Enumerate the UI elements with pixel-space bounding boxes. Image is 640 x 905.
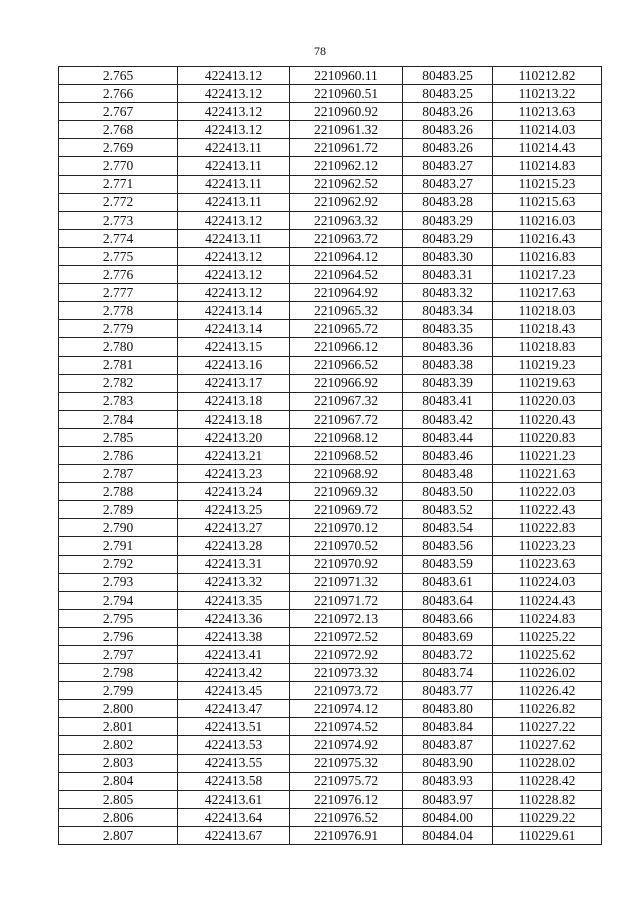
point-number-cell: 2.793 bbox=[59, 573, 178, 591]
coord-col4-cell: 80483.31 bbox=[403, 266, 493, 284]
point-number-cell: 2.778 bbox=[59, 302, 178, 320]
coord-col4-cell: 80483.38 bbox=[403, 356, 493, 374]
point-number-cell: 2.802 bbox=[59, 736, 178, 754]
coord-col5-cell: 110216.03 bbox=[493, 211, 602, 229]
point-number-cell: 2.789 bbox=[59, 501, 178, 519]
coord-col2-cell: 422413.51 bbox=[178, 718, 290, 736]
coord-col5-cell: 110213.22 bbox=[493, 85, 602, 103]
table-row bbox=[59, 211, 602, 229]
coord-col2-cell: 422413.45 bbox=[178, 682, 290, 700]
coord-col2-cell: 422413.15 bbox=[178, 338, 290, 356]
coord-col4-cell: 80483.35 bbox=[403, 320, 493, 338]
coord-col3-cell: 2210963.72 bbox=[290, 229, 403, 247]
coord-col3-cell: 2210962.12 bbox=[290, 157, 403, 175]
table-row bbox=[59, 193, 602, 211]
table-row bbox=[59, 609, 602, 627]
coord-col2-cell: 422413.17 bbox=[178, 374, 290, 392]
coord-col5-cell: 110214.03 bbox=[493, 121, 602, 139]
coord-col2-cell: 422413.25 bbox=[178, 501, 290, 519]
coordinates-table-body bbox=[59, 67, 602, 845]
coord-col4-cell: 80483.34 bbox=[403, 302, 493, 320]
table-row bbox=[59, 664, 602, 682]
coord-col5-cell: 110220.43 bbox=[493, 410, 602, 428]
coord-col2-cell: 422413.16 bbox=[178, 356, 290, 374]
point-number-cell: 2.766 bbox=[59, 85, 178, 103]
coord-col2-cell: 422413.21 bbox=[178, 446, 290, 464]
coord-col2-cell: 422413.12 bbox=[178, 211, 290, 229]
coord-col2-cell: 422413.14 bbox=[178, 302, 290, 320]
coord-col5-cell: 110221.23 bbox=[493, 446, 602, 464]
table-row bbox=[59, 67, 602, 85]
point-number-cell: 2.784 bbox=[59, 410, 178, 428]
coord-col4-cell: 80483.27 bbox=[403, 175, 493, 193]
point-number-cell: 2.780 bbox=[59, 338, 178, 356]
coord-col4-cell: 80483.61 bbox=[403, 573, 493, 591]
coord-col5-cell: 110222.03 bbox=[493, 483, 602, 501]
coord-col3-cell: 2210976.12 bbox=[290, 790, 403, 808]
coord-col3-cell: 2210970.92 bbox=[290, 555, 403, 573]
point-number-cell: 2.771 bbox=[59, 175, 178, 193]
point-number-cell: 2.800 bbox=[59, 700, 178, 718]
coord-col2-cell: 422413.14 bbox=[178, 320, 290, 338]
coord-col3-cell: 2210963.32 bbox=[290, 211, 403, 229]
coord-col2-cell: 422413.28 bbox=[178, 537, 290, 555]
coord-col5-cell: 110224.43 bbox=[493, 591, 602, 609]
coord-col5-cell: 110222.83 bbox=[493, 519, 602, 537]
coord-col5-cell: 110223.23 bbox=[493, 537, 602, 555]
coord-col2-cell: 422413.38 bbox=[178, 627, 290, 645]
table-row bbox=[59, 790, 602, 808]
table-row bbox=[59, 465, 602, 483]
coord-col2-cell: 422413.42 bbox=[178, 664, 290, 682]
point-number-cell: 2.796 bbox=[59, 627, 178, 645]
point-number-cell: 2.782 bbox=[59, 374, 178, 392]
coord-col5-cell: 110216.43 bbox=[493, 229, 602, 247]
coord-col4-cell: 80483.26 bbox=[403, 121, 493, 139]
point-number-cell: 2.794 bbox=[59, 591, 178, 609]
table-row bbox=[59, 772, 602, 790]
coord-col2-cell: 422413.11 bbox=[178, 175, 290, 193]
coord-col2-cell: 422413.31 bbox=[178, 555, 290, 573]
coord-col2-cell: 422413.11 bbox=[178, 157, 290, 175]
coord-col2-cell: 422413.47 bbox=[178, 700, 290, 718]
table-row bbox=[59, 338, 602, 356]
point-number-cell: 2.770 bbox=[59, 157, 178, 175]
table-row bbox=[59, 736, 602, 754]
table-row bbox=[59, 627, 602, 645]
coord-col3-cell: 2210961.72 bbox=[290, 139, 403, 157]
coord-col3-cell: 2210966.12 bbox=[290, 338, 403, 356]
coord-col3-cell: 2210976.52 bbox=[290, 808, 403, 826]
coord-col5-cell: 110215.63 bbox=[493, 193, 602, 211]
point-number-cell: 2.781 bbox=[59, 356, 178, 374]
coord-col3-cell: 2210967.32 bbox=[290, 392, 403, 410]
table-row bbox=[59, 446, 602, 464]
coord-col3-cell: 2210965.72 bbox=[290, 320, 403, 338]
table-row bbox=[59, 754, 602, 772]
point-number-cell: 2.787 bbox=[59, 465, 178, 483]
coord-col3-cell: 2210966.52 bbox=[290, 356, 403, 374]
coord-col2-cell: 422413.53 bbox=[178, 736, 290, 754]
coord-col4-cell: 80483.74 bbox=[403, 664, 493, 682]
coord-col3-cell: 2210976.91 bbox=[290, 826, 403, 844]
coord-col4-cell: 80483.72 bbox=[403, 646, 493, 664]
coord-col5-cell: 110224.83 bbox=[493, 609, 602, 627]
coord-col4-cell: 80483.48 bbox=[403, 465, 493, 483]
coord-col2-cell: 422413.12 bbox=[178, 85, 290, 103]
coord-col3-cell: 2210972.13 bbox=[290, 609, 403, 627]
coord-col3-cell: 2210962.92 bbox=[290, 193, 403, 211]
table-row bbox=[59, 247, 602, 265]
coord-col3-cell: 2210966.92 bbox=[290, 374, 403, 392]
coord-col4-cell: 80483.87 bbox=[403, 736, 493, 754]
coord-col4-cell: 80483.44 bbox=[403, 428, 493, 446]
coord-col3-cell: 2210974.52 bbox=[290, 718, 403, 736]
coord-col5-cell: 110227.62 bbox=[493, 736, 602, 754]
coord-col4-cell: 80483.69 bbox=[403, 627, 493, 645]
coord-col4-cell: 80483.25 bbox=[403, 67, 493, 85]
table-row bbox=[59, 826, 602, 844]
coord-col2-cell: 422413.55 bbox=[178, 754, 290, 772]
coord-col2-cell: 422413.36 bbox=[178, 609, 290, 627]
point-number-cell: 2.769 bbox=[59, 139, 178, 157]
table-row bbox=[59, 374, 602, 392]
table-row bbox=[59, 121, 602, 139]
coord-col5-cell: 110220.03 bbox=[493, 392, 602, 410]
coord-col4-cell: 80483.90 bbox=[403, 754, 493, 772]
coord-col5-cell: 110227.22 bbox=[493, 718, 602, 736]
table-row bbox=[59, 573, 602, 591]
point-number-cell: 2.767 bbox=[59, 103, 178, 121]
coord-col5-cell: 110228.02 bbox=[493, 754, 602, 772]
point-number-cell: 2.788 bbox=[59, 483, 178, 501]
coord-col5-cell: 110229.61 bbox=[493, 826, 602, 844]
coord-col3-cell: 2210968.12 bbox=[290, 428, 403, 446]
coord-col4-cell: 80483.56 bbox=[403, 537, 493, 555]
coord-col2-cell: 422413.35 bbox=[178, 591, 290, 609]
coord-col2-cell: 422413.11 bbox=[178, 139, 290, 157]
coord-col5-cell: 110218.83 bbox=[493, 338, 602, 356]
coord-col3-cell: 2210964.12 bbox=[290, 247, 403, 265]
table-row bbox=[59, 85, 602, 103]
coord-col5-cell: 110222.43 bbox=[493, 501, 602, 519]
point-number-cell: 2.765 bbox=[59, 67, 178, 85]
coord-col2-cell: 422413.11 bbox=[178, 193, 290, 211]
coord-col2-cell: 422413.12 bbox=[178, 284, 290, 302]
coord-col5-cell: 110226.42 bbox=[493, 682, 602, 700]
coord-col5-cell: 110214.83 bbox=[493, 157, 602, 175]
coordinates-table bbox=[58, 66, 602, 845]
coord-col3-cell: 2210970.12 bbox=[290, 519, 403, 537]
coord-col4-cell: 80483.93 bbox=[403, 772, 493, 790]
table-row bbox=[59, 392, 602, 410]
coord-col5-cell: 110217.23 bbox=[493, 266, 602, 284]
coord-col4-cell: 80483.54 bbox=[403, 519, 493, 537]
coord-col5-cell: 110226.02 bbox=[493, 664, 602, 682]
table-row bbox=[59, 103, 602, 121]
coord-col3-cell: 2210960.11 bbox=[290, 67, 403, 85]
coord-col5-cell: 110226.82 bbox=[493, 700, 602, 718]
table-row bbox=[59, 501, 602, 519]
coord-col4-cell: 80483.52 bbox=[403, 501, 493, 519]
coord-col4-cell: 80483.30 bbox=[403, 247, 493, 265]
coord-col3-cell: 2210974.92 bbox=[290, 736, 403, 754]
coord-col5-cell: 110213.63 bbox=[493, 103, 602, 121]
table-row bbox=[59, 175, 602, 193]
coord-col4-cell: 80483.64 bbox=[403, 591, 493, 609]
coord-col2-cell: 422413.23 bbox=[178, 465, 290, 483]
coord-col4-cell: 80483.26 bbox=[403, 103, 493, 121]
coord-col4-cell: 80483.32 bbox=[403, 284, 493, 302]
coord-col4-cell: 80483.28 bbox=[403, 193, 493, 211]
coord-col4-cell: 80483.36 bbox=[403, 338, 493, 356]
coord-col3-cell: 2210970.52 bbox=[290, 537, 403, 555]
coord-col5-cell: 110219.63 bbox=[493, 374, 602, 392]
coord-col3-cell: 2210965.32 bbox=[290, 302, 403, 320]
page-number: 78 bbox=[314, 44, 326, 58]
point-number-cell: 2.790 bbox=[59, 519, 178, 537]
point-number-cell: 2.792 bbox=[59, 555, 178, 573]
table-row bbox=[59, 284, 602, 302]
coord-col4-cell: 80483.46 bbox=[403, 446, 493, 464]
point-number-cell: 2.777 bbox=[59, 284, 178, 302]
table-row bbox=[59, 537, 602, 555]
coord-col3-cell: 2210969.32 bbox=[290, 483, 403, 501]
coord-col5-cell: 110228.42 bbox=[493, 772, 602, 790]
point-number-cell: 2.772 bbox=[59, 193, 178, 211]
point-number-cell: 2.786 bbox=[59, 446, 178, 464]
coord-col4-cell: 80483.50 bbox=[403, 483, 493, 501]
coord-col5-cell: 110214.43 bbox=[493, 139, 602, 157]
coord-col3-cell: 2210969.72 bbox=[290, 501, 403, 519]
table-row bbox=[59, 139, 602, 157]
coord-col5-cell: 110219.23 bbox=[493, 356, 602, 374]
coord-col3-cell: 2210971.72 bbox=[290, 591, 403, 609]
coord-col3-cell: 2210975.32 bbox=[290, 754, 403, 772]
coord-col5-cell: 110225.62 bbox=[493, 646, 602, 664]
coord-col2-cell: 422413.61 bbox=[178, 790, 290, 808]
point-number-cell: 2.773 bbox=[59, 211, 178, 229]
coord-col3-cell: 2210972.92 bbox=[290, 646, 403, 664]
table-row bbox=[59, 646, 602, 664]
coord-col3-cell: 2210967.72 bbox=[290, 410, 403, 428]
point-number-cell: 2.797 bbox=[59, 646, 178, 664]
coord-col3-cell: 2210960.51 bbox=[290, 85, 403, 103]
coord-col5-cell: 110220.83 bbox=[493, 428, 602, 446]
coord-col5-cell: 110215.23 bbox=[493, 175, 602, 193]
coord-col3-cell: 2210968.52 bbox=[290, 446, 403, 464]
table-row bbox=[59, 410, 602, 428]
coord-col3-cell: 2210960.92 bbox=[290, 103, 403, 121]
table-row bbox=[59, 302, 602, 320]
point-number-cell: 2.768 bbox=[59, 121, 178, 139]
coord-col5-cell: 110224.03 bbox=[493, 573, 602, 591]
coord-col2-cell: 422413.12 bbox=[178, 67, 290, 85]
coord-col3-cell: 2210968.92 bbox=[290, 465, 403, 483]
table-row bbox=[59, 356, 602, 374]
point-number-cell: 2.799 bbox=[59, 682, 178, 700]
coord-col4-cell: 80483.97 bbox=[403, 790, 493, 808]
point-number-cell: 2.803 bbox=[59, 754, 178, 772]
table-row bbox=[59, 229, 602, 247]
table-row bbox=[59, 700, 602, 718]
table-row bbox=[59, 519, 602, 537]
coord-col2-cell: 422413.20 bbox=[178, 428, 290, 446]
coord-col3-cell: 2210973.72 bbox=[290, 682, 403, 700]
coord-col3-cell: 2210974.12 bbox=[290, 700, 403, 718]
table-row bbox=[59, 591, 602, 609]
coord-col4-cell: 80483.29 bbox=[403, 229, 493, 247]
table-row bbox=[59, 682, 602, 700]
coord-col2-cell: 422413.11 bbox=[178, 229, 290, 247]
coord-col2-cell: 422413.12 bbox=[178, 103, 290, 121]
coord-col3-cell: 2210964.92 bbox=[290, 284, 403, 302]
coord-col4-cell: 80483.26 bbox=[403, 139, 493, 157]
coord-col3-cell: 2210964.52 bbox=[290, 266, 403, 284]
coord-col2-cell: 422413.18 bbox=[178, 410, 290, 428]
point-number-cell: 2.785 bbox=[59, 428, 178, 446]
point-number-cell: 2.775 bbox=[59, 247, 178, 265]
point-number-cell: 2.774 bbox=[59, 229, 178, 247]
coord-col5-cell: 110223.63 bbox=[493, 555, 602, 573]
coord-col2-cell: 422413.58 bbox=[178, 772, 290, 790]
coord-col2-cell: 422413.12 bbox=[178, 121, 290, 139]
table-row bbox=[59, 266, 602, 284]
point-number-cell: 2.783 bbox=[59, 392, 178, 410]
coord-col4-cell: 80483.77 bbox=[403, 682, 493, 700]
coord-col3-cell: 2210973.32 bbox=[290, 664, 403, 682]
coord-col2-cell: 422413.18 bbox=[178, 392, 290, 410]
coord-col2-cell: 422413.27 bbox=[178, 519, 290, 537]
point-number-cell: 2.805 bbox=[59, 790, 178, 808]
coord-col2-cell: 422413.41 bbox=[178, 646, 290, 664]
table-row bbox=[59, 808, 602, 826]
coord-col5-cell: 110221.63 bbox=[493, 465, 602, 483]
coord-col4-cell: 80483.41 bbox=[403, 392, 493, 410]
coord-col5-cell: 110218.03 bbox=[493, 302, 602, 320]
coord-col4-cell: 80483.42 bbox=[403, 410, 493, 428]
point-number-cell: 2.791 bbox=[59, 537, 178, 555]
coord-col4-cell: 80483.66 bbox=[403, 609, 493, 627]
table-row bbox=[59, 718, 602, 736]
coord-col2-cell: 422413.32 bbox=[178, 573, 290, 591]
coord-col3-cell: 2210961.32 bbox=[290, 121, 403, 139]
coord-col5-cell: 110225.22 bbox=[493, 627, 602, 645]
point-number-cell: 2.795 bbox=[59, 609, 178, 627]
point-number-cell: 2.806 bbox=[59, 808, 178, 826]
coord-col5-cell: 110212.82 bbox=[493, 67, 602, 85]
coord-col3-cell: 2210975.72 bbox=[290, 772, 403, 790]
coord-col2-cell: 422413.64 bbox=[178, 808, 290, 826]
coord-col5-cell: 110228.82 bbox=[493, 790, 602, 808]
coord-col4-cell: 80483.25 bbox=[403, 85, 493, 103]
coord-col2-cell: 422413.12 bbox=[178, 247, 290, 265]
point-number-cell: 2.804 bbox=[59, 772, 178, 790]
coord-col4-cell: 80484.00 bbox=[403, 808, 493, 826]
table-row bbox=[59, 483, 602, 501]
table-row bbox=[59, 555, 602, 573]
coord-col4-cell: 80484.04 bbox=[403, 826, 493, 844]
point-number-cell: 2.801 bbox=[59, 718, 178, 736]
coord-col2-cell: 422413.67 bbox=[178, 826, 290, 844]
coord-col5-cell: 110216.83 bbox=[493, 247, 602, 265]
coord-col4-cell: 80483.84 bbox=[403, 718, 493, 736]
coord-col4-cell: 80483.27 bbox=[403, 157, 493, 175]
point-number-cell: 2.798 bbox=[59, 664, 178, 682]
point-number-cell: 2.776 bbox=[59, 266, 178, 284]
table-row bbox=[59, 157, 602, 175]
coord-col3-cell: 2210972.52 bbox=[290, 627, 403, 645]
coord-col4-cell: 80483.39 bbox=[403, 374, 493, 392]
coord-col4-cell: 80483.29 bbox=[403, 211, 493, 229]
point-number-cell: 2.807 bbox=[59, 826, 178, 844]
coord-col4-cell: 80483.80 bbox=[403, 700, 493, 718]
coord-col2-cell: 422413.24 bbox=[178, 483, 290, 501]
coord-col4-cell: 80483.59 bbox=[403, 555, 493, 573]
point-number-cell: 2.779 bbox=[59, 320, 178, 338]
table-row bbox=[59, 320, 602, 338]
coord-col3-cell: 2210971.32 bbox=[290, 573, 403, 591]
coord-col5-cell: 110217.63 bbox=[493, 284, 602, 302]
coord-col3-cell: 2210962.52 bbox=[290, 175, 403, 193]
coord-col5-cell: 110229.22 bbox=[493, 808, 602, 826]
table-row bbox=[59, 428, 602, 446]
coord-col5-cell: 110218.43 bbox=[493, 320, 602, 338]
coord-col2-cell: 422413.12 bbox=[178, 266, 290, 284]
